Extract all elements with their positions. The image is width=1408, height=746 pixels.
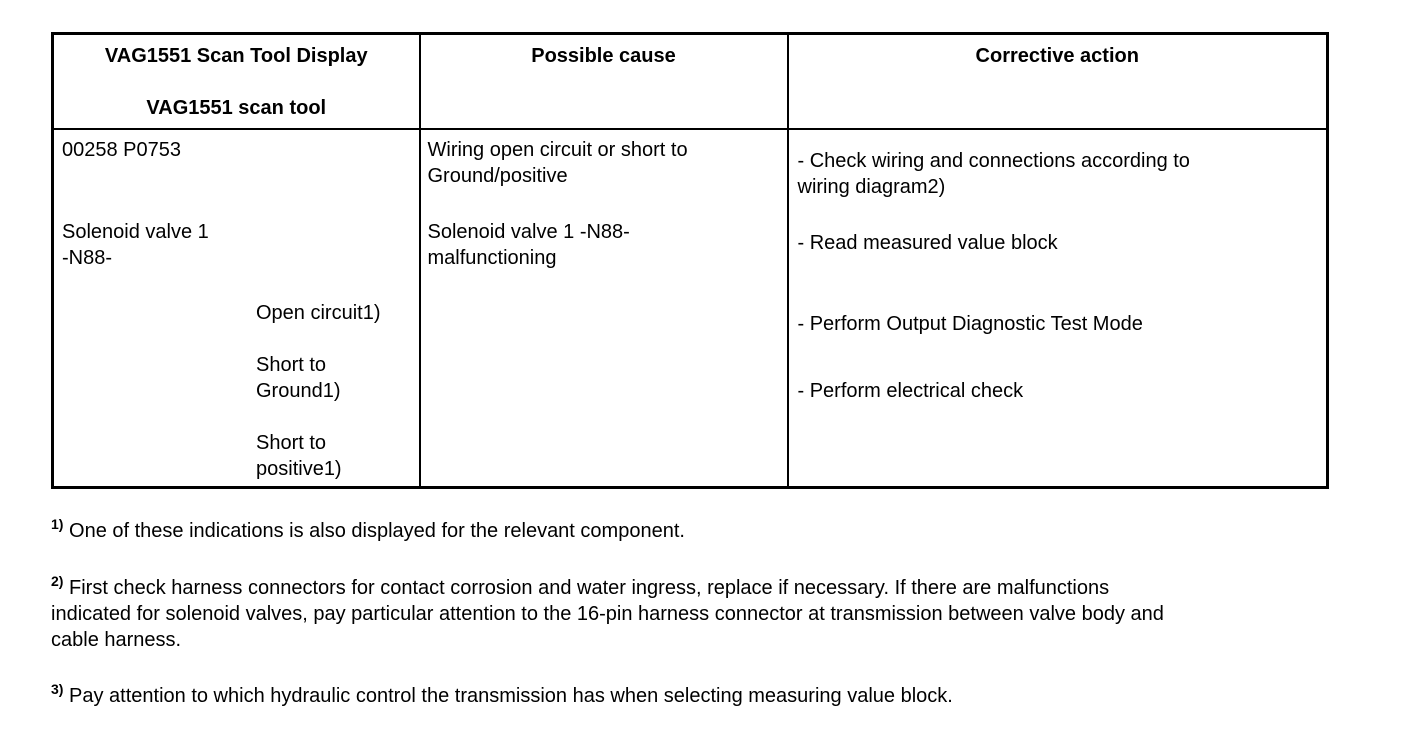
cell-scan-tool-display: [53, 129, 420, 488]
action-output-diagnostic-test: - Perform Output Diagnostic Test Mode: [797, 313, 1143, 335]
header-corrective-action: [788, 34, 1328, 130]
condition-short-ground-line1: Short to: [256, 354, 327, 376]
footnote-2-line1: First check harness connectors for contact corrosion and water ingress, replace if necessary. If there are malfunctions: [69, 577, 1110, 599]
footnote-2-line3: cable harness.: [51, 629, 182, 651]
cause-wiring-line1: Wiring open circuit or short to: [427, 139, 688, 161]
action-electrical-check: - Perform electrical check: [797, 380, 1024, 402]
header-possible-cause: [420, 34, 788, 130]
action-check-wiring-line2: wiring diagram2): [797, 176, 946, 198]
header-scan-tool-display: [53, 34, 420, 130]
footnote-3: [51, 683, 953, 709]
condition-open-circuit: Open circuit1): [256, 302, 381, 324]
footnote-2-line2: indicated for solenoid valves, pay particular attention to the 16-pin harness connector at transmission between valve body and: [51, 603, 1164, 625]
fault-code: 00258 P0753: [62, 139, 182, 161]
footnote-3-text: Pay attention to which hydraulic control the transmission has when selecting measuring value block.: [69, 685, 953, 707]
header-corrective-action-label: Corrective action: [975, 45, 1139, 67]
footnote-2-marker: 2): [51, 573, 64, 589]
cause-wiring-line2: Ground/positive: [427, 165, 568, 187]
header-scan-tool-display-title: VAG1551 Scan Tool Display: [104, 45, 368, 67]
footnote-1: [51, 518, 685, 544]
cause-solenoid-line2: malfunctioning: [427, 247, 557, 269]
condition-short-positive-line1: Short to: [256, 432, 327, 454]
table-row: [53, 129, 1328, 488]
cause-solenoid-line1: Solenoid valve 1 -N88-: [427, 221, 630, 243]
header-scan-tool-subtitle: VAG1551 scan tool: [146, 97, 327, 119]
component-name: Solenoid valve 1: [62, 221, 209, 243]
footnote-1-marker: 1): [51, 516, 64, 532]
condition-short-positive-line2: positive1): [256, 458, 342, 480]
component-id: -N88-: [62, 247, 113, 269]
header-possible-cause-label: Possible cause: [531, 45, 676, 67]
action-read-value-block: - Read measured value block: [797, 232, 1058, 254]
footnote-3-marker: 3): [51, 681, 64, 697]
table-header-row: [53, 34, 1328, 130]
cell-possible-cause: [420, 129, 788, 488]
condition-short-ground-line2: Ground1): [256, 380, 341, 402]
action-check-wiring-line1: - Check wiring and connections according to: [797, 150, 1190, 172]
cell-corrective-action: [788, 129, 1328, 488]
diagnostic-table: [51, 32, 1329, 489]
footnote-2: [51, 575, 1164, 653]
footnote-1-text: One of these indications is also displayed for the relevant component.: [69, 520, 685, 542]
